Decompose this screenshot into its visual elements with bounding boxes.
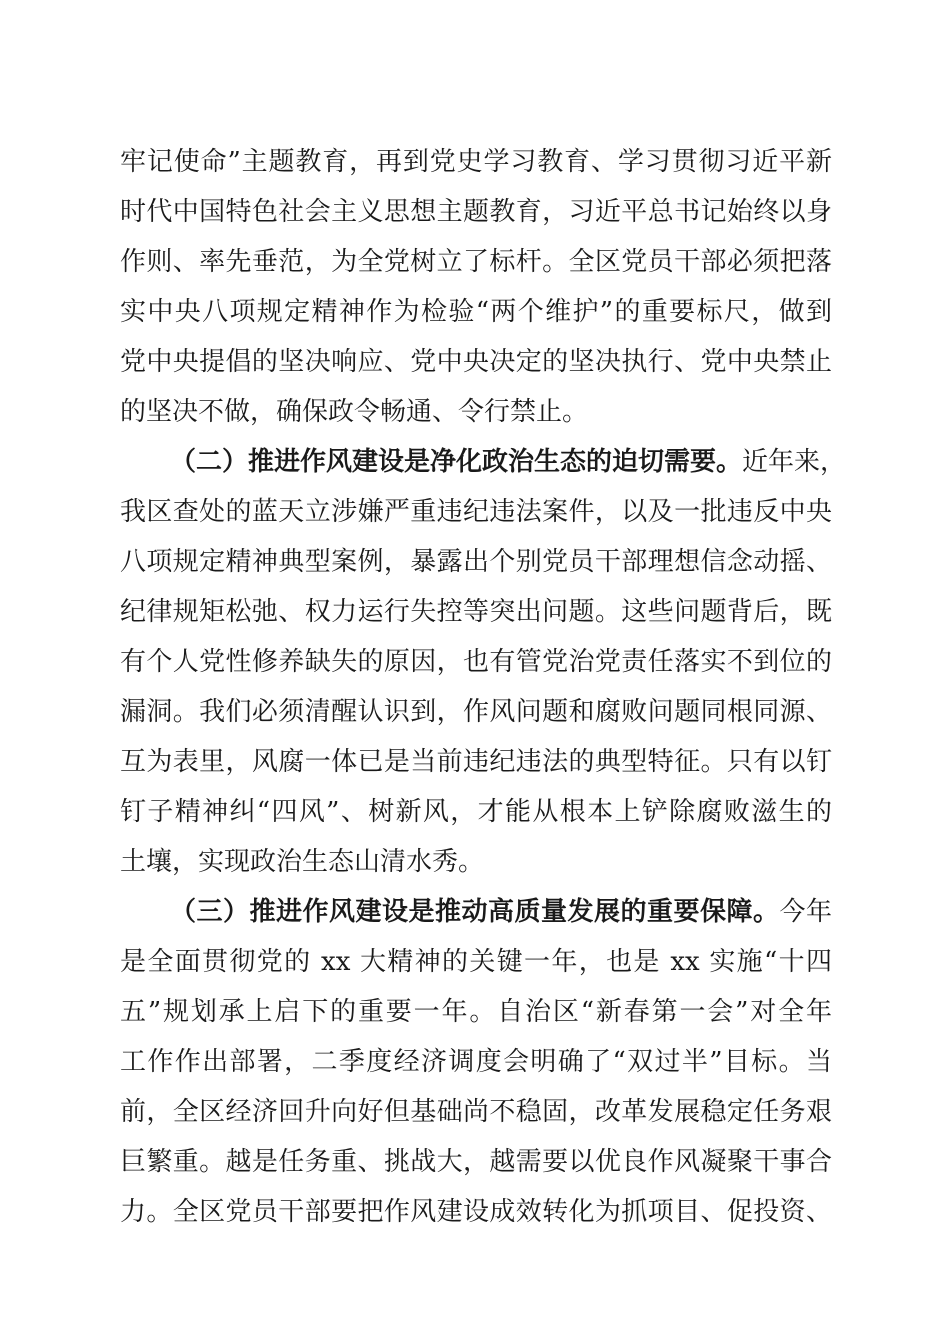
paragraph-1-line-3: 作则、率先垂范，为全党树立了标杆。全区党员干部必须把落 <box>120 247 832 277</box>
paragraph-3-first-line <box>170 892 832 932</box>
paragraph-2-line-7: 钉子精神纠“四风”、树新风，才能从根本上铲除腐败滋生的 <box>120 797 832 827</box>
paragraph-2-line-1: 我区查处的蓝天立涉嫌严重违纪违法案件，以及一批违反中央 <box>120 497 832 527</box>
paragraph-2-first-line-rest: 近年来， <box>742 447 847 477</box>
paragraph-3-line-6: 力。全区党员干部要把作风建设成效转化为抓项目、促投资、 <box>120 1197 832 1227</box>
paragraph-2-first-line <box>170 442 847 482</box>
paragraph-2-line-5: 漏洞。我们必须清醒认识到，作风问题和腐败问题同根同源、 <box>120 697 832 727</box>
paragraph-3-line-3: 工作作出部署，二季度经济调度会明确了“双过半”目标。当 <box>120 1047 832 1077</box>
paragraph-1-line-2: 时代中国特色社会主义思想主题教育，习近平总书记始终以身 <box>120 197 832 227</box>
paragraph-3-line-4: 前，全区经济回升向好但基础尚不稳固，改革发展稳定任务艰 <box>120 1097 832 1127</box>
paragraph-3-line-5: 巨繁重。越是任务重、挑战大，越需要以优良作风凝聚干事合 <box>120 1147 832 1177</box>
paragraph-2-line-2: 八项规定精神典型案例，暴露出个别党员干部理想信念动摇、 <box>120 547 832 577</box>
paragraph-1-line-1: 牢记使命”主题教育，再到党史学习教育、学习贯彻习近平新 <box>120 147 832 177</box>
paragraph-2-line-3: 纪律规矩松弛、权力运行失控等突出问题。这些问题背后，既 <box>120 597 832 627</box>
paragraph-1-line-4: 实中央八项规定精神作为检验“两个维护”的重要标尺，做到 <box>120 297 832 327</box>
paragraph-2-line-8: 土壤，实现政治生态山清水秀。 <box>120 847 485 877</box>
paragraph-3-line-2: 五”规划承上启下的重要一年。自治区“新春第一会”对全年 <box>120 997 832 1027</box>
paragraph-1-line-5: 党中央提倡的坚决响应、党中央决定的坚决执行、党中央禁止 <box>120 347 832 377</box>
paragraph-3-line-1: 是全面贯彻党的 xx 大精神的关键一年，也是 xx 实施“十四 <box>120 947 832 977</box>
paragraph-2-line-4: 有个人党性修养缺失的原因，也有管党治党责任落实不到位的 <box>120 647 832 677</box>
paragraph-2-line-6: 互为表里，风腐一体已是当前违纪违法的典型特征。只有以钉 <box>120 747 832 777</box>
paragraph-1-line-6: 的坚决不做，确保政令畅通、令行禁止。 <box>120 397 589 427</box>
paragraph-2-heading: （二）推进作风建设是净化政治生态的迫切需要。 <box>170 447 743 477</box>
paragraph-3-heading: （三）推进作风建设是推动高质量发展的重要保障。 <box>170 897 780 927</box>
paragraph-3-first-line-rest: 今年 <box>779 897 832 927</box>
